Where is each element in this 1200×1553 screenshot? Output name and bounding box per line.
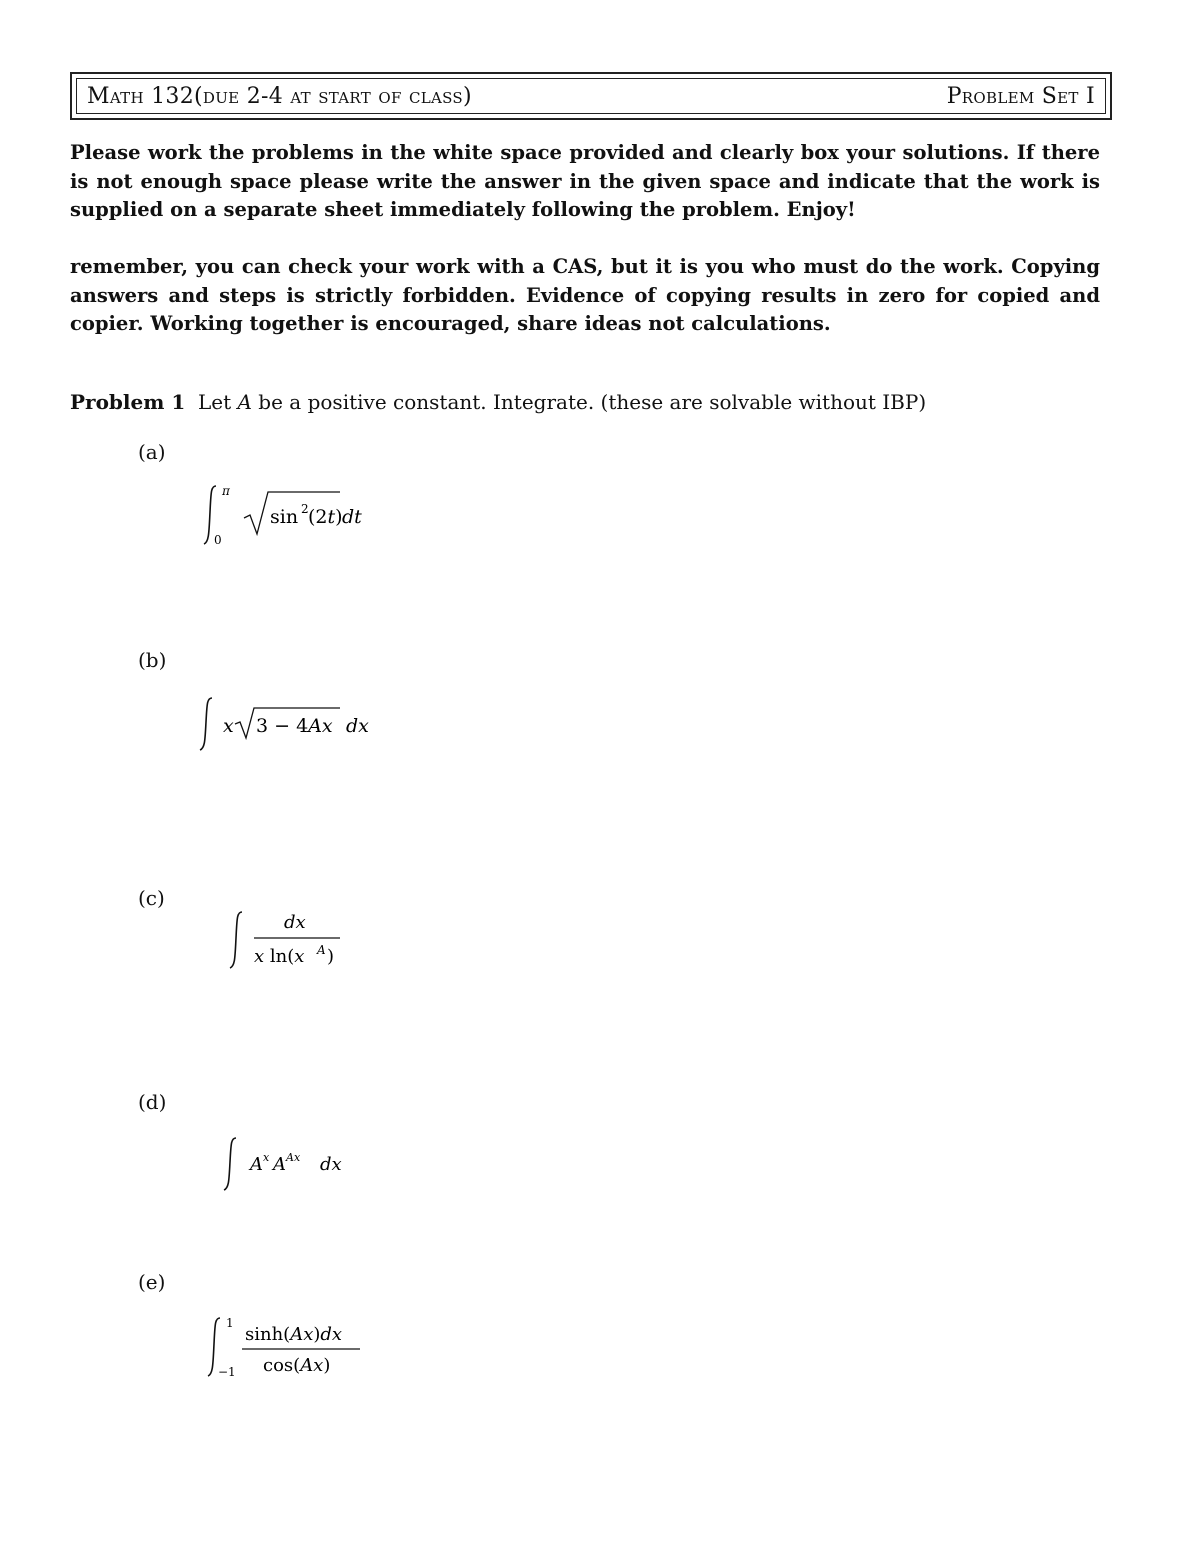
part-e-integral — [202, 1314, 402, 1388]
part-b-integral — [196, 694, 396, 758]
part-e-label: (e) — [138, 1270, 166, 1294]
part-d-label: (d) — [138, 1090, 167, 1114]
svg-text:2: 2 — [301, 502, 309, 516]
part-a-lower-limit: 0 — [214, 533, 222, 547]
academic-honesty-paragraph: remember, you can check your work with a CAS, but it is you who must do the work. Copying answers and steps is strictly forbidden. Evidence of copying results in zero for copied and copier. Working together is encouraged, share ideas not calculations. — [70, 255, 1100, 335]
svg-text:A: A — [317, 943, 326, 957]
part-b-label: (b) — [138, 648, 167, 672]
svg-text:sin: sin — [270, 506, 299, 528]
problem-set-title: Problem Set I — [946, 83, 1095, 109]
part-c-numerator: dx — [284, 912, 306, 933]
svg-text:sinh(Ax)dx: sinh(Ax)dx — [245, 1324, 343, 1345]
svg-text:dt: dt — [342, 506, 362, 528]
part-a-integral — [198, 482, 398, 556]
course-title: Math 132(due 2-4 at start of class) — [87, 83, 472, 109]
part-e-lower-limit: −1 — [218, 1365, 236, 1379]
svg-text:3 − 4Ax: 3 − 4Ax — [256, 715, 333, 737]
instructions-paragraph: Please work the problems in the white space provided and clearly box your solutions. If there is not enough space please write the answer in the given space and indicate that the work is supplied on a separate sheet immediately following the problem. Enjoy! — [70, 141, 1100, 221]
svg-text:(2t): (2t) — [308, 506, 343, 528]
svg-text:): ) — [327, 946, 335, 967]
problem-1-label: Problem 1 — [70, 390, 186, 414]
svg-text:x: x — [263, 1151, 270, 1164]
part-d-integral — [220, 1134, 380, 1198]
header-inner-box — [76, 78, 1106, 114]
part-e-upper-limit: 1 — [226, 1316, 234, 1330]
part-a-upper-limit: π — [222, 484, 230, 498]
part-c-integral — [224, 908, 384, 976]
problem-1-statement: Let A be a positive constant. Integrate. (these are solvable without IBP) — [191, 390, 927, 414]
header-box — [70, 72, 1112, 120]
svg-text:Ax: Ax — [286, 1151, 301, 1164]
part-a-label: (a) — [138, 440, 166, 464]
svg-text:dx: dx — [346, 715, 369, 737]
problem-1-heading — [70, 390, 926, 414]
svg-text:A: A — [273, 1154, 286, 1175]
svg-text:x ln(x: x ln(x — [254, 946, 305, 967]
svg-text:x: x — [223, 715, 234, 737]
svg-text:cos(Ax): cos(Ax) — [263, 1355, 331, 1376]
part-c-label: (c) — [138, 886, 165, 910]
svg-text:dx: dx — [320, 1154, 342, 1175]
svg-text:A: A — [250, 1154, 263, 1175]
